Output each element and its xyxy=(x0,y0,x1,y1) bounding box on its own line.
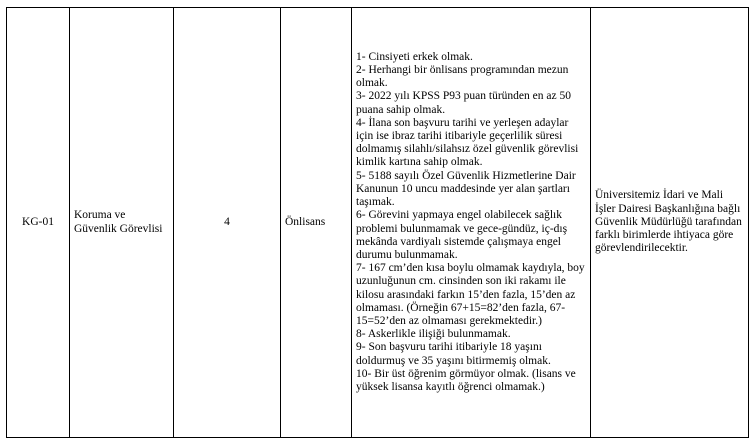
table-row xyxy=(7,8,749,438)
requirement-item: 2- Herhangi bir önlisans programından mezun olmak. xyxy=(356,64,569,90)
position-requirements-table xyxy=(6,7,749,438)
requirement-item: 3- 2022 yılı KPSS P93 puan türünden en az 50 puana sahip olmak. xyxy=(356,90,571,116)
requirement-item: 10- Bir üst öğrenim görmüyor olmak. (lisans ve yüksek lisansa kayıtlı öğrenci olmamak.) xyxy=(356,367,576,393)
requirement-item: 7- 167 cm’den kısa boylu olmamak kaydıyla, boy uzunluğunun cm. cinsinden son iki rakamı ile kilosu arasındaki farkın 15’den fazla, 15’den az olmaması. (Örneğin 67+15=82’den fazla, 67-15=52’den az olmaması gerekmektedir.) xyxy=(356,262,585,327)
education-level-cell: Önlisans xyxy=(281,8,352,438)
requirement-item: 6- Görevini yapmaya engel olabilecek sağlık problemi bulunmamak ve gece-gündüz, iç-dış mekânda vardiyalı sistemde çalışmaya engel durumu bulunmamak. xyxy=(356,209,568,261)
notes-cell: Üniversitemiz İdari ve Mali İşler Dairesi Başkanlığına bağlı Güvenlik Müdürlüğü tarafından farklı birimlerde ihtiyaca göre görevlendirilecektir. xyxy=(591,8,749,438)
requirements-list xyxy=(356,51,586,394)
position-code-cell: KG-01 xyxy=(7,8,70,438)
position-count-cell: 4 xyxy=(174,8,281,438)
requirement-item: 1- Cinsiyeti erkek olmak. xyxy=(356,50,473,63)
requirements-cell xyxy=(352,8,591,438)
requirement-item: 4- İlana son başvuru tarihi ve yerleşen adaylar için ise ibraz tarihi itibariyle geçerlilik süresi dolmamış silahlı/silahsız özel güvenlik görevlisi kimlik kartına sahip olmak. xyxy=(356,116,579,169)
requirement-item: 5- 5188 sayılı Özel Güvenlik Hizmetlerine Dair Kanunun 10 uncu maddesinde yer alan şartları taşımak. xyxy=(356,169,576,209)
position-title-cell: Koruma ve Güvenlik Görevlisi xyxy=(70,8,174,438)
requirement-item: 9- Son başvuru tarihi itibariyle 18 yaşını doldurmuş ve 35 yaşını bitirmemiş olmak. xyxy=(356,341,551,367)
requirement-item: 8- Askerlikle ilişiği bulunmamak. xyxy=(356,328,511,341)
